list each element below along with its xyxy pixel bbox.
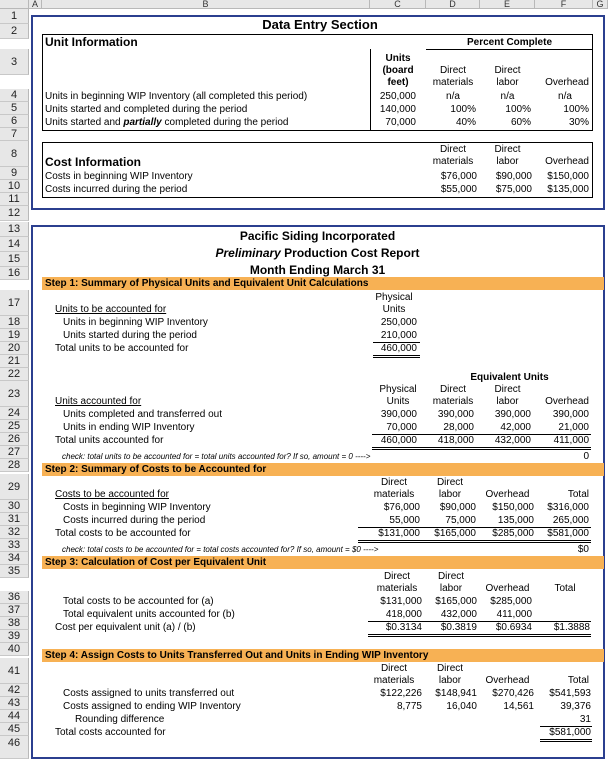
dm-header-2: materials	[432, 77, 474, 88]
cost-dm-header: Direct	[439, 144, 467, 155]
r26-dl[interactable]: 432,000	[494, 435, 531, 446]
row-header-43[interactable]: 43	[0, 697, 29, 710]
row-header-24[interactable]: 24	[0, 407, 29, 420]
r20-label: Total units to be accounted for	[55, 343, 189, 354]
row5-oh[interactable]: 100%	[563, 104, 589, 115]
row-header-26[interactable]: 26	[0, 433, 29, 446]
r43-label: Costs assigned to ending WIP Inventory	[63, 701, 241, 712]
r37-dl[interactable]: 432,000	[440, 609, 477, 620]
r45-label: Total costs accounted for	[55, 727, 166, 738]
row-header-42[interactable]: 42	[0, 684, 29, 697]
row-header-25[interactable]: 25	[0, 420, 29, 433]
dl-header-2: labor	[496, 77, 519, 88]
row6-units[interactable]: 70,000	[385, 117, 416, 128]
r38-label: Cost per equivalent unit (a) / (b)	[55, 622, 196, 633]
row-header-13[interactable]: 13	[0, 222, 29, 237]
row5-dm[interactable]: 100%	[450, 104, 476, 115]
r25-dl[interactable]: 42,000	[500, 422, 531, 433]
r24-dm[interactable]: 390,000	[437, 409, 474, 420]
as-oh-header: Overhead	[485, 675, 530, 686]
row-header-2[interactable]: 2	[0, 24, 29, 39]
eu-dl-header-2: labor	[496, 396, 519, 407]
row-header-6[interactable]: 6	[0, 115, 29, 128]
r30-total[interactable]: $316,000	[547, 502, 589, 513]
row-header-7[interactable]: 7	[0, 128, 29, 141]
col-header-b[interactable]: B	[42, 0, 370, 9]
r20-value[interactable]: 460,000	[380, 343, 417, 354]
r26-oh[interactable]: 411,000	[553, 435, 589, 446]
row-header-8[interactable]: 8	[0, 141, 29, 167]
step2-heading: Step 2: Summary of Costs to be Accounted for	[45, 464, 267, 475]
row-header-18[interactable]: 18	[0, 316, 29, 329]
r25-oh[interactable]: 21,000	[558, 422, 589, 433]
row9-label: Costs in beginning WIP Inventory	[45, 171, 193, 182]
unit-info-heading: Unit Information	[45, 35, 138, 49]
r18-value[interactable]: 250,000	[380, 317, 417, 328]
row-header-28[interactable]: 28	[0, 459, 29, 472]
r26-physical[interactable]: 460,000	[380, 435, 417, 446]
row9-dm[interactable]: $76,000	[440, 171, 477, 182]
cost-dl-header: Direct	[494, 144, 521, 155]
r32-oh[interactable]: $285,000	[492, 528, 534, 539]
r37-label: Total equivalent units accounted for (b)	[63, 609, 235, 620]
row-header-3[interactable]: 3	[0, 49, 29, 75]
dm-header: Direct	[439, 65, 467, 76]
r26-label: Total units accounted for	[55, 435, 164, 446]
as-dl-header-2: labor	[438, 675, 462, 686]
r26-dm[interactable]: 418,000	[437, 435, 474, 446]
r23-label: Units accounted for	[55, 396, 142, 407]
r38-dl[interactable]: $0.3819	[440, 622, 477, 633]
row-header-9[interactable]: 9	[0, 167, 29, 180]
row4-label: Units in beginning WIP Inventory (all completed this period)	[45, 91, 308, 102]
c-dm-header-2: materials	[373, 489, 415, 500]
eu-dm-header: Direct	[439, 384, 467, 395]
as-total-header: Total	[567, 675, 589, 686]
cpe-oh-header: Overhead	[485, 583, 530, 594]
row-header-29[interactable]: 29	[0, 474, 29, 500]
equiv-units-header: Equivalent Units	[470, 372, 549, 383]
row-header-4[interactable]: 4	[0, 89, 29, 102]
cost-dl-header-2: labor	[496, 156, 519, 167]
row6-dm[interactable]: 40%	[455, 117, 476, 128]
row-header-23[interactable]: 23	[0, 381, 29, 407]
row-header-33[interactable]: 33	[0, 539, 29, 552]
r36-dm[interactable]: $131,000	[380, 596, 422, 607]
check-units-value[interactable]: 0	[583, 451, 589, 462]
data-entry-title: Data Entry Section	[262, 17, 378, 32]
r30-oh[interactable]: $150,000	[492, 502, 534, 513]
row-header-10[interactable]: 10	[0, 180, 29, 193]
check-costs-value[interactable]: $0	[577, 544, 589, 555]
r30-dl[interactable]: $90,000	[439, 502, 476, 513]
row5-label: Units started and completed during the period	[45, 104, 248, 115]
row-header-19[interactable]: 19	[0, 329, 29, 342]
row4-units[interactable]: 250,000	[379, 91, 416, 102]
col-header-a[interactable]: A	[29, 0, 42, 9]
row10-label: Costs incurred during the period	[45, 184, 188, 195]
r38-oh[interactable]: $0.6934	[495, 622, 532, 633]
r25-label: Units in ending WIP Inventory	[63, 422, 195, 433]
r32-label: Total costs to be accounted for	[55, 528, 191, 539]
row-header-32[interactable]: 32	[0, 526, 29, 539]
r43-total[interactable]: 39,376	[560, 701, 591, 712]
check-costs: check: total costs to be accounted for = total costs accounted for? If so, amount = $0 ---->	[62, 545, 379, 554]
units-header-2: (board	[382, 65, 414, 76]
col-header-d[interactable]: D	[426, 0, 480, 9]
c-dl-header: Direct	[436, 477, 464, 488]
row5-units[interactable]: 140,000	[379, 104, 416, 115]
row-header-34[interactable]: 34	[0, 552, 29, 565]
r25-physical[interactable]: 70,000	[386, 422, 417, 433]
col-header-g[interactable]: G	[593, 0, 608, 9]
physical-header-b2: Units	[386, 396, 410, 407]
cost-oh-header: Overhead	[545, 156, 589, 167]
row-header-37[interactable]: 37	[0, 604, 29, 617]
cpe-dm-header: Direct	[383, 571, 411, 582]
row-header-45[interactable]: 45	[0, 723, 29, 736]
r25-dm[interactable]: 28,000	[443, 422, 474, 433]
row10-oh[interactable]: $135,000	[547, 184, 589, 195]
row-header-31[interactable]: 31	[0, 513, 29, 526]
r30-label: Costs in beginning WIP Inventory	[63, 502, 211, 513]
r31-total[interactable]: 265,000	[552, 515, 589, 526]
dl-header: Direct	[494, 65, 521, 76]
eu-dl-header: Direct	[494, 384, 521, 395]
cost-dm-header-2: materials	[432, 156, 474, 167]
row-header-15[interactable]: 15	[0, 252, 29, 267]
as-dl-header: Direct	[436, 663, 464, 674]
row-header-5[interactable]: 5	[0, 102, 29, 115]
r24-oh[interactable]: 390,000	[552, 409, 589, 420]
corner-cell[interactable]	[0, 0, 29, 9]
company-name: Pacific Siding Incorporated	[239, 229, 396, 243]
units-header-3: feet)	[387, 77, 409, 88]
c-oh-header: Overhead	[485, 489, 530, 500]
as-dm-header-2: materials	[373, 675, 415, 686]
col-header-c[interactable]: C	[370, 0, 426, 9]
row-header-21[interactable]: 21	[0, 355, 29, 368]
cpe-total-header: Total	[554, 583, 576, 594]
r32-dm[interactable]: $131,000	[378, 528, 420, 539]
row-header-17[interactable]: 17	[0, 290, 29, 316]
row-header-1[interactable]: 1	[0, 9, 29, 24]
row6-dl[interactable]: 60%	[510, 117, 531, 128]
r19-label: Units started during the period	[63, 330, 197, 341]
r45-total[interactable]: $581,000	[549, 727, 591, 738]
eu-oh-header: Overhead	[545, 396, 589, 407]
row4-dl[interactable]: n/a	[500, 91, 515, 102]
row4-oh[interactable]: n/a	[558, 91, 572, 102]
cost-info-heading: Cost Information	[45, 155, 141, 169]
r29-label: Costs to be accounted for	[55, 489, 169, 500]
r38-dm[interactable]: $0.3134	[385, 622, 422, 633]
r32-total[interactable]: $581,000	[547, 528, 589, 539]
row-header-22[interactable]: 22	[0, 368, 29, 381]
row6-oh[interactable]: 30%	[568, 117, 589, 128]
step3-heading: Step 3: Calculation of Cost per Equivalent Unit	[45, 557, 267, 568]
r42-total[interactable]: $541,593	[549, 688, 591, 699]
r36-oh[interactable]: $285,000	[490, 596, 532, 607]
row5-dl[interactable]: 100%	[505, 104, 531, 115]
r31-oh[interactable]: 135,000	[497, 515, 534, 526]
r30-dm[interactable]: $76,000	[383, 502, 420, 513]
r24-label: Units completed and transferred out	[63, 409, 222, 420]
r18-label: Units in beginning WIP Inventory	[63, 317, 208, 328]
row-header-39[interactable]: 39	[0, 630, 29, 643]
r43-oh[interactable]: 14,561	[503, 701, 534, 712]
row10-dl[interactable]: $75,000	[495, 184, 532, 195]
row-header-11[interactable]: 11	[0, 193, 29, 206]
report-title: Preliminary Production Cost Report	[215, 246, 420, 260]
physical-header: Physical	[375, 292, 413, 303]
row-header-46[interactable]: 46	[0, 736, 29, 759]
r24-dl[interactable]: 390,000	[494, 409, 531, 420]
physical-header-b: Physical	[379, 384, 417, 395]
report-period: Month Ending March 31	[249, 263, 386, 277]
r42-oh[interactable]: $270,426	[492, 688, 534, 699]
row-header-40[interactable]: 40	[0, 643, 29, 656]
row-header-38[interactable]: 38	[0, 617, 29, 630]
row9-dl[interactable]: $90,000	[495, 171, 532, 182]
row-header-35[interactable]: 35	[0, 565, 29, 578]
r31-dm[interactable]: 55,000	[389, 515, 420, 526]
r32-dl[interactable]: $165,000	[434, 528, 476, 539]
r31-dl[interactable]: 75,000	[445, 515, 476, 526]
step1-heading: Step 1: Summary of Physical Units and Equivalent Unit Calculations	[45, 278, 369, 289]
check-units: check: total units to be accounted for = total units accounted for? If so, amount = 0 ---->	[62, 452, 371, 461]
step4-heading: Step 4: Assign Costs to Units Transferred Out and Units in Ending WIP Inventory	[45, 650, 429, 661]
col-header-f[interactable]: F	[535, 0, 593, 9]
r38-total[interactable]: $1.3888	[553, 622, 590, 633]
r37-oh[interactable]: 411,000	[496, 609, 532, 620]
r43-dm[interactable]: 8,775	[396, 701, 422, 712]
physical-header-2: Units	[382, 304, 406, 315]
oh-header: Overhead	[545, 77, 589, 88]
r37-dm[interactable]: 418,000	[385, 609, 422, 620]
row-header-41[interactable]: 41	[0, 658, 29, 684]
r19-value[interactable]: 210,000	[380, 330, 417, 341]
c-total-header: Total	[567, 489, 589, 500]
r31-label: Costs incurred during the period	[63, 515, 206, 526]
percent-complete-heading: Percent Complete	[466, 37, 553, 48]
row-header-12[interactable]: 12	[0, 206, 29, 221]
row6-label: Units started and partially completed during the period	[45, 117, 289, 128]
r42-dm[interactable]: $122,226	[380, 688, 422, 699]
r43-dl[interactable]: 16,040	[446, 701, 477, 712]
row-header-14[interactable]: 14	[0, 237, 29, 252]
row-header-30[interactable]: 30	[0, 500, 29, 513]
r17-label: Units to be accounted for	[55, 304, 167, 315]
r36-label: Total costs to be accounted for (a)	[63, 596, 214, 607]
row-header-36[interactable]: 36	[0, 591, 29, 604]
row9-oh[interactable]: $150,000	[547, 171, 589, 182]
eu-dm-header-2: materials	[432, 396, 474, 407]
r24-physical[interactable]: 390,000	[380, 409, 417, 420]
col-header-e[interactable]: E	[480, 0, 535, 9]
row10-dm[interactable]: $55,000	[440, 184, 477, 195]
r36-dl[interactable]: $165,000	[435, 596, 477, 607]
c-dm-header: Direct	[380, 477, 408, 488]
row-header-44[interactable]: 44	[0, 710, 29, 723]
r44-label: Rounding difference	[75, 714, 165, 725]
c-dl-header-2: labor	[438, 489, 462, 500]
as-dm-header: Direct	[380, 663, 408, 674]
r42-label: Costs assigned to units transferred out	[63, 688, 235, 699]
cpe-dl-header: Direct	[437, 571, 465, 582]
row-header-27[interactable]: 27	[0, 446, 29, 459]
units-header: Units	[385, 53, 411, 64]
r44-total[interactable]: 31	[579, 714, 591, 725]
cpe-dl-header-2: labor	[439, 583, 463, 594]
row4-dm[interactable]: n/a	[446, 91, 460, 102]
row-header-20[interactable]: 20	[0, 342, 29, 355]
cpe-dm-header-2: materials	[376, 583, 418, 594]
r42-dl[interactable]: $148,941	[435, 688, 477, 699]
row-header-16[interactable]: 16	[0, 267, 29, 280]
